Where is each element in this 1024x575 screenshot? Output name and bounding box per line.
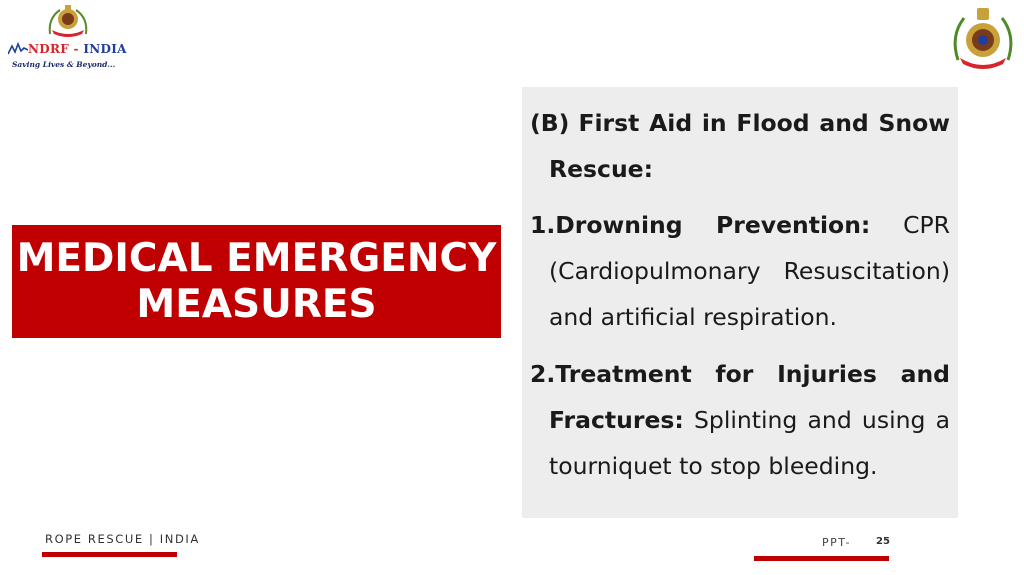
list-item: [530, 351, 950, 489]
page-number: 25: [876, 536, 890, 547]
logo-brand-part1: NDRF -: [28, 42, 84, 56]
ndrf-emblem-icon: [948, 2, 1018, 72]
list-item-label: Drowning Prevention:: [555, 211, 871, 239]
list-item-text: Splinting and using a tourniquet to stop bleeding.: [549, 406, 950, 480]
list-item-number: 2.: [530, 360, 556, 388]
section-heading: [530, 100, 950, 192]
emblem-icon: [46, 4, 90, 38]
logo-brand-part2: INDIA: [83, 42, 127, 56]
section-heading-text: First Aid in Flood and Snow Rescue:: [549, 109, 950, 183]
ndrf-logo: [8, 4, 126, 70]
section-heading-prefix: (B): [530, 109, 570, 137]
logo-brand: [10, 42, 126, 58]
content-panel: [522, 87, 958, 518]
footer-accent-bar-left: [42, 552, 177, 557]
title-line-2: MEASURES: [136, 281, 377, 327]
list-item-label: Treatment for Injuries and Fractures:: [549, 360, 950, 434]
list-item-number: 1.: [530, 211, 556, 239]
footer-ppt-label: PPT-: [822, 536, 851, 549]
list-item: [530, 202, 950, 340]
logo-tagline: Saving Lives & Beyond...: [12, 60, 116, 69]
title-banner: [12, 225, 501, 338]
footer-accent-bar-right: [754, 556, 889, 561]
title-line-1: MEDICAL EMERGENCY: [16, 235, 497, 281]
footer-title: ROPE RESCUE | INDIA: [45, 532, 200, 546]
list-item-text: CPR (Cardiopulmonary Resuscitation) and artificial respiration.: [549, 211, 950, 331]
